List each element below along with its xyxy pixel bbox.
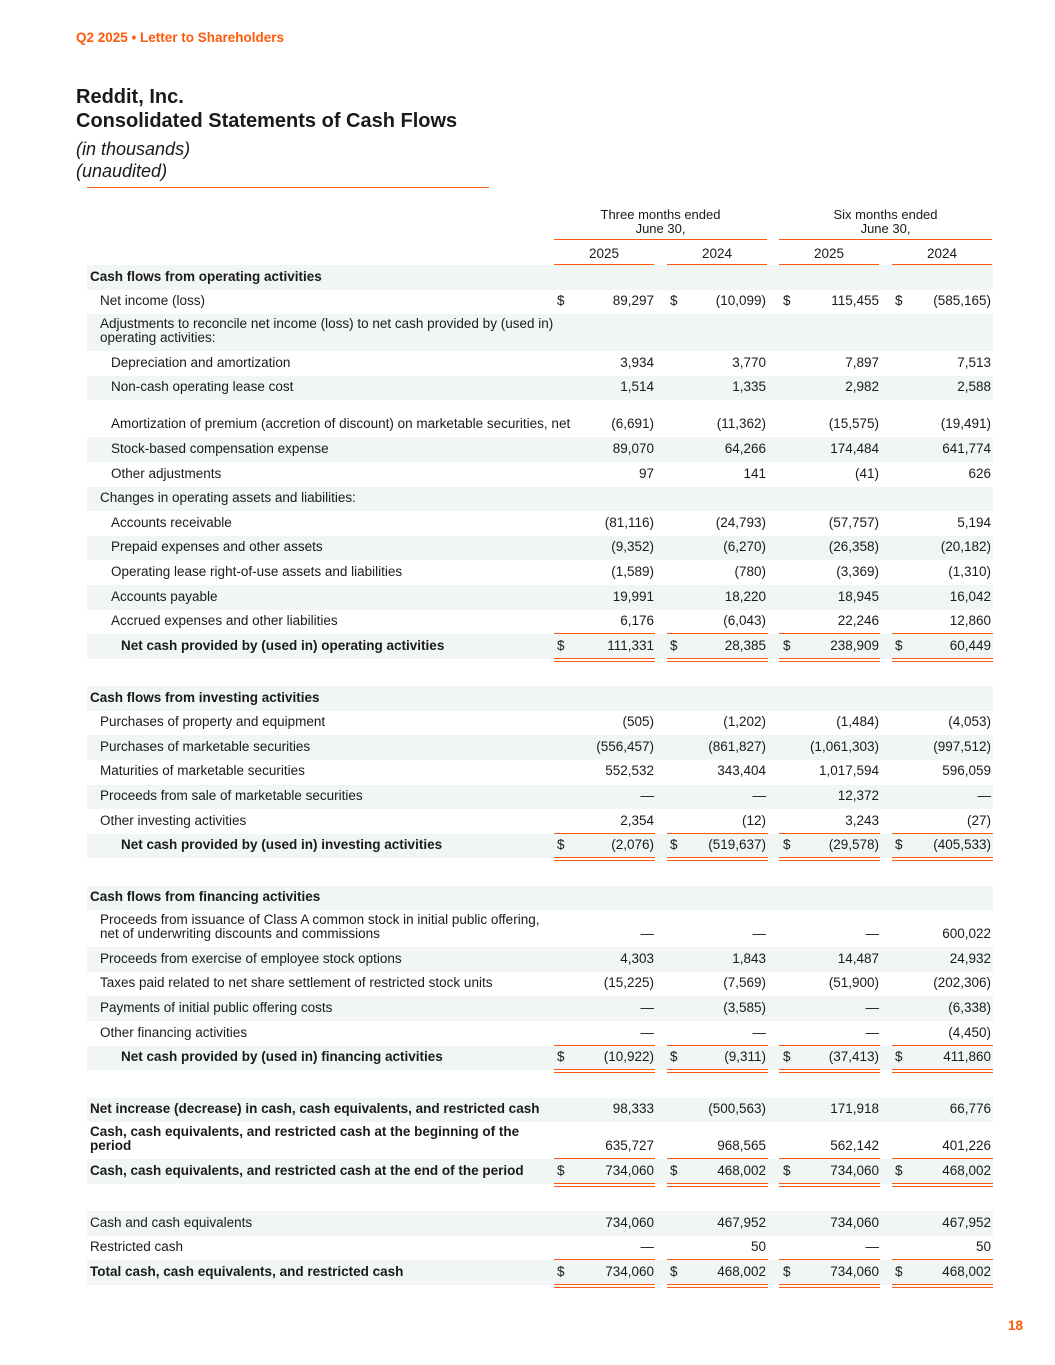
table-row [87, 947, 993, 972]
value-cell: 641,774 [942, 440, 991, 456]
value-cell: 60,449 [949, 637, 991, 653]
double-underline [779, 658, 880, 659]
value-cell: (405,533) [933, 837, 991, 853]
total-row [87, 1260, 993, 1285]
value-cell: 734,060 [830, 1162, 879, 1178]
double-underline [779, 1183, 880, 1184]
line-item-label: Prepaid expenses and other assets [111, 539, 323, 555]
value-cell: 562,142 [830, 1138, 879, 1154]
column-group-line2: June 30, [635, 221, 686, 236]
value-cell: (81,116) [604, 514, 654, 530]
currency-symbol: $ [895, 1049, 903, 1065]
value-cell: 115,455 [831, 293, 879, 309]
currency-symbol: $ [783, 1263, 791, 1279]
section-title: Cash flows from investing activities [90, 689, 320, 705]
value-cell: 16,042 [949, 588, 991, 604]
double-underline [667, 658, 768, 659]
value-cell: 3,243 [845, 812, 879, 828]
value-cell: (6,338) [948, 999, 991, 1015]
value-cell: 734,060 [605, 1162, 654, 1178]
value-cell: 3,934 [620, 354, 654, 370]
year-header: 2024 [701, 246, 733, 261]
table-row [87, 972, 993, 997]
value-cell: (10,099) [715, 293, 766, 309]
unit-note: (in thousands) [76, 139, 191, 159]
table-row [87, 511, 993, 536]
value-cell: (19,491) [940, 416, 991, 432]
line-item-label: Maturities of marketable securities [100, 763, 305, 779]
value-cell: 12,860 [949, 613, 991, 629]
value-cell: (20,182) [940, 539, 991, 555]
value-cell: 626 [968, 465, 991, 481]
currency-symbol: $ [895, 1162, 903, 1178]
value-cell: 18,220 [724, 588, 766, 604]
table-row [87, 560, 993, 585]
total-row [87, 1159, 993, 1184]
double-underline [554, 658, 655, 659]
value-cell: (505) [622, 714, 654, 730]
value-cell: — [977, 788, 991, 804]
value-cell: (202,306) [933, 975, 991, 991]
value-cell: (6,691) [611, 416, 654, 432]
double-underline [779, 1284, 880, 1285]
value-cell: (861,827) [708, 738, 766, 754]
line-item-label: Accounts receivable [111, 514, 232, 530]
table-row [87, 996, 993, 1021]
value-cell: 64,266 [724, 440, 766, 456]
total-row [87, 834, 993, 859]
currency-symbol: $ [557, 837, 565, 853]
currency-symbol: $ [557, 1162, 565, 1178]
value-cell: 734,060 [830, 1263, 879, 1279]
value-cell: (2,076) [611, 837, 654, 853]
value-cell: — [865, 926, 879, 942]
double-underline [892, 1183, 993, 1184]
value-cell: 1,335 [732, 379, 766, 395]
value-cell: 66,776 [949, 1101, 991, 1117]
value-cell: (10,922) [603, 1049, 654, 1065]
line-item-label: Non-cash operating lease cost [111, 379, 294, 395]
currency-symbol: $ [783, 637, 791, 653]
value-cell: (29,578) [828, 837, 879, 853]
value-cell: 468,002 [717, 1162, 766, 1178]
currency-symbol: $ [783, 837, 791, 853]
table-row [87, 610, 993, 635]
double-underline [667, 857, 768, 858]
value-cell: 28,385 [724, 637, 766, 653]
value-cell: (4,053) [948, 714, 991, 730]
value-cell: — [640, 1024, 654, 1040]
value-cell: 468,002 [717, 1263, 766, 1279]
line-item-label: Other investing activities [100, 812, 247, 828]
currency-symbol: $ [670, 637, 678, 653]
value-cell: — [752, 788, 766, 804]
value-cell: (1,310) [948, 563, 991, 579]
section-header-row [87, 265, 993, 290]
value-cell: (3,369) [836, 563, 879, 579]
double-underline [892, 1284, 993, 1285]
value-cell: — [640, 1239, 654, 1255]
total-row [87, 1098, 993, 1123]
value-cell: (3,585) [723, 999, 766, 1015]
line-item-label: Depreciation and amortization [111, 354, 291, 370]
value-cell: — [752, 926, 766, 942]
double-underline [667, 1069, 768, 1070]
line-item-label: Other adjustments [111, 465, 222, 481]
value-cell: 635,727 [605, 1138, 654, 1154]
value-cell: 14,487 [837, 950, 879, 966]
double-underline [667, 1284, 768, 1285]
table-row [87, 735, 993, 760]
value-cell: (9,352) [611, 539, 654, 555]
currency-symbol: $ [783, 293, 791, 309]
value-cell: 89,297 [612, 293, 654, 309]
value-cell: 12,372 [837, 788, 879, 804]
table-row [87, 290, 993, 315]
value-cell: 467,952 [942, 1214, 991, 1230]
double-underline [892, 658, 993, 659]
value-cell: (556,457) [596, 738, 654, 754]
column-group-line1: Three months ended [600, 207, 721, 222]
value-cell: (57,757) [828, 514, 879, 530]
currency-symbol: $ [670, 837, 678, 853]
total-row [87, 1046, 993, 1071]
line-item-label: Proceeds from sale of marketable securities [100, 788, 363, 804]
section-header-row [87, 886, 993, 911]
value-cell: 19,991 [612, 588, 654, 604]
value-cell: — [752, 1024, 766, 1040]
value-cell: — [640, 999, 654, 1015]
table-row [87, 785, 993, 810]
currency-symbol: $ [895, 1263, 903, 1279]
table-row [87, 462, 993, 487]
value-cell: 6,176 [620, 613, 654, 629]
value-cell: (51,900) [828, 975, 879, 991]
value-cell: 24,932 [949, 950, 991, 966]
line-item-label: Purchases of property and equipment [100, 714, 326, 730]
value-cell: (6,043) [723, 613, 766, 629]
double-underline [667, 1183, 768, 1184]
currency-symbol: $ [783, 1162, 791, 1178]
value-cell: 411,860 [943, 1049, 991, 1065]
value-cell: (1,484) [836, 714, 879, 730]
table-row [87, 910, 993, 947]
page-number: 18 [1007, 1318, 1023, 1333]
table-row [87, 536, 993, 561]
line-item-label: Payments of initial public offering costs [100, 999, 333, 1015]
value-cell: (27) [966, 812, 991, 828]
value-cell: (585,165) [933, 293, 991, 309]
currency-symbol: $ [783, 1049, 791, 1065]
table-row [87, 314, 993, 351]
line-item-label: Net cash provided by (used in) financing activities [121, 1049, 443, 1065]
value-cell: — [640, 788, 654, 804]
value-cell: (997,512) [933, 738, 991, 754]
value-cell: 4,303 [620, 950, 654, 966]
value-cell: (12) [741, 812, 766, 828]
value-cell: 18,945 [837, 588, 879, 604]
currency-symbol: $ [670, 1162, 678, 1178]
line-item-label: Proceeds from exercise of employee stock options [100, 950, 402, 966]
double-underline [892, 1069, 993, 1070]
audit-note: (unaudited) [76, 161, 168, 181]
value-cell: (37,413) [828, 1049, 879, 1065]
value-cell: 98,333 [612, 1101, 654, 1117]
total-row [87, 1122, 993, 1159]
value-cell: 2,982 [845, 379, 879, 395]
value-cell: (4,450) [948, 1024, 991, 1040]
table-row [87, 400, 993, 437]
currency-symbol: $ [670, 1263, 678, 1279]
value-cell: 50 [750, 1239, 766, 1255]
line-item-label: Proceeds from issuance of Class A common stock in initial public offering, net of underwriting discounts and commissions [100, 912, 540, 942]
value-cell: (24,793) [715, 514, 766, 530]
currency-symbol: $ [895, 637, 903, 653]
double-underline [779, 1069, 880, 1070]
value-cell: — [865, 999, 879, 1015]
line-item-label: Accounts payable [111, 588, 218, 604]
line-item-label: Stock-based compensation expense [111, 440, 329, 456]
currency-symbol: $ [557, 1049, 565, 1065]
value-cell: 5,194 [957, 514, 991, 530]
line-item-label: Adjustments to reconcile net income (loss) to net cash provided by (used in) operating activities: [100, 316, 554, 346]
value-cell: (519,637) [708, 837, 766, 853]
line-item-label: Purchases of marketable securities [100, 738, 311, 754]
double-underline [554, 857, 655, 858]
year-header: 2025 [813, 246, 845, 261]
value-cell: (1,589) [611, 563, 654, 579]
value-cell: 968,565 [717, 1138, 766, 1154]
table-row [87, 585, 993, 610]
line-item-label: Other financing activities [100, 1024, 248, 1040]
document-header: Q2 2025 • Letter to Shareholders [76, 30, 285, 45]
column-group-line2: June 30, [860, 221, 911, 236]
value-cell: (26,358) [828, 539, 879, 555]
value-cell: 2,354 [620, 812, 654, 828]
line-item-label: Net cash provided by (used in) operating activities [121, 637, 445, 653]
value-cell: 552,532 [605, 763, 654, 779]
value-cell: 2,588 [957, 379, 991, 395]
value-cell: 111,331 [607, 637, 654, 653]
year-header: 2025 [588, 246, 620, 261]
double-underline [892, 857, 993, 858]
value-cell: 596,059 [942, 763, 991, 779]
table-row [87, 1236, 993, 1261]
value-cell: — [865, 1239, 879, 1255]
line-item-label: Net income (loss) [100, 293, 206, 309]
table-row [87, 437, 993, 462]
table-row [87, 376, 993, 401]
currency-symbol: $ [670, 293, 678, 309]
currency-symbol: $ [895, 293, 903, 309]
line-item-label: Operating lease right-of-use assets and liabilities [111, 563, 403, 579]
value-cell: (1,061,303) [809, 738, 879, 754]
line-item-label: Cash and cash equivalents [90, 1214, 253, 1230]
value-cell: (6,270) [723, 539, 766, 555]
value-cell: 171,918 [830, 1101, 879, 1117]
double-underline [554, 1069, 655, 1070]
value-cell: (15,225) [603, 975, 654, 991]
line-item-label: Cash, cash equivalents, and restricted cash at the end of the period [90, 1162, 524, 1178]
value-cell: 401,226 [942, 1138, 991, 1154]
line-item-label: Total cash, cash equivalents, and restricted cash [90, 1263, 404, 1279]
line-item-label: Net cash provided by (used in) investing activities [121, 837, 443, 853]
line-item-label: Amortization of premium (accretion of discount) on marketable securities, net [111, 416, 571, 432]
double-underline [554, 1284, 655, 1285]
value-cell: 89,070 [612, 440, 654, 456]
statement-title: Consolidated Statements of Cash Flows [76, 110, 458, 132]
table-row [87, 1021, 993, 1046]
value-cell: 468,002 [942, 1263, 991, 1279]
value-cell: — [865, 1024, 879, 1040]
value-cell: (41) [854, 465, 879, 481]
value-cell: 238,909 [830, 637, 879, 653]
table-row [87, 351, 993, 376]
line-item-label: Restricted cash [90, 1239, 184, 1255]
section-title: Cash flows from financing activities [90, 889, 321, 905]
line-item-label: Changes in operating assets and liabilities: [100, 490, 356, 506]
value-cell: 343,404 [717, 763, 766, 779]
value-cell: 1,514 [620, 379, 654, 395]
currency-symbol: $ [557, 293, 565, 309]
value-cell: 97 [638, 465, 654, 481]
table-row [87, 711, 993, 736]
value-cell: 141 [743, 465, 766, 481]
column-group-line1: Six months ended [833, 207, 938, 222]
value-cell: 7,897 [845, 354, 879, 370]
double-underline [779, 857, 880, 858]
table-row [87, 1211, 993, 1236]
value-cell: 734,060 [605, 1263, 654, 1279]
value-cell: 734,060 [830, 1214, 879, 1230]
line-item-label: Cash, cash equivalents, and restricted cash at the beginning of the period [90, 1124, 520, 1154]
value-cell: (780) [734, 563, 766, 579]
currency-symbol: $ [895, 837, 903, 853]
table-row [87, 809, 993, 834]
line-item-label: Net increase (decrease) in cash, cash equivalents, and restricted cash [90, 1101, 540, 1117]
value-cell: (9,311) [724, 1049, 766, 1065]
double-underline [554, 1183, 655, 1184]
company-name: Reddit, Inc. [76, 86, 184, 108]
value-cell: (1,202) [723, 714, 766, 730]
currency-symbol: $ [557, 637, 565, 653]
value-cell: 22,246 [837, 613, 879, 629]
table-row [87, 487, 993, 512]
value-cell: 7,513 [957, 354, 991, 370]
value-cell: (7,569) [723, 975, 766, 991]
value-cell: 1,017,594 [818, 763, 879, 779]
section-title: Cash flows from operating activities [90, 268, 322, 284]
value-cell: 600,022 [942, 926, 991, 942]
value-cell: (500,563) [708, 1101, 766, 1117]
table-row [87, 760, 993, 785]
value-cell: 734,060 [605, 1214, 654, 1230]
value-cell: 3,770 [732, 354, 766, 370]
year-header: 2024 [926, 246, 958, 261]
value-cell: 467,952 [717, 1214, 766, 1230]
value-cell: (15,575) [828, 416, 879, 432]
value-cell: 50 [975, 1239, 991, 1255]
value-cell: (11,362) [716, 416, 766, 432]
value-cell: 174,484 [830, 440, 879, 456]
line-item-label: Accrued expenses and other liabilities [111, 613, 338, 629]
currency-symbol: $ [557, 1263, 565, 1279]
currency-symbol: $ [670, 1049, 678, 1065]
value-cell: 468,002 [942, 1162, 991, 1178]
line-item-label: Taxes paid related to net share settlement of restricted stock units [100, 975, 493, 991]
section-header-row [87, 686, 993, 711]
value-cell: 1,843 [732, 950, 766, 966]
total-row [87, 634, 993, 659]
value-cell: — [640, 926, 654, 942]
